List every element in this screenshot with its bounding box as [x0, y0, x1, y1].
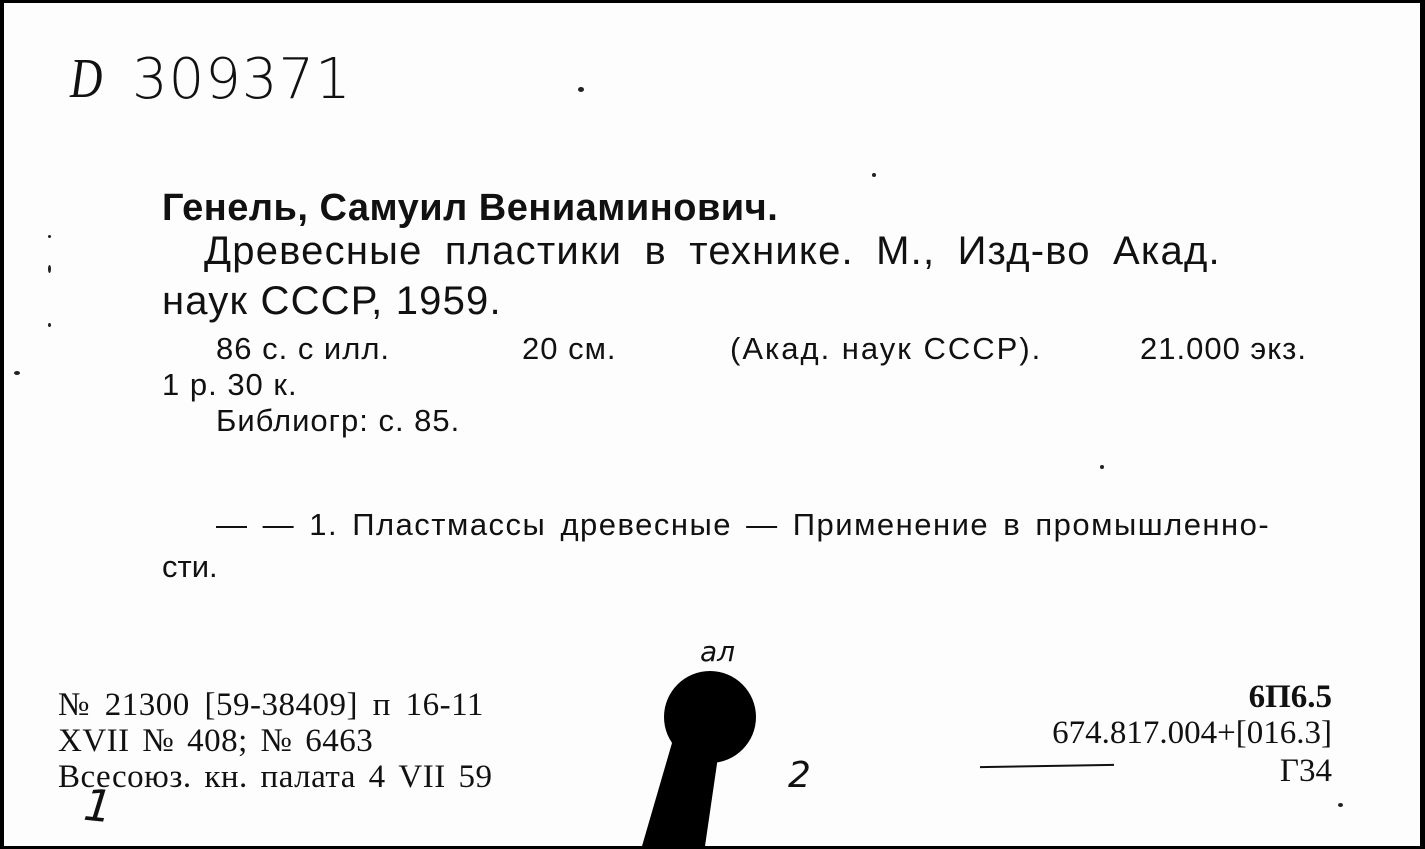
- description-copies: 21.000 экз.: [1140, 331, 1307, 366]
- description-pages: 86 с. с илл.: [216, 331, 391, 366]
- ink-speck: [578, 87, 584, 92]
- ink-speck: [48, 323, 51, 327]
- ink-speck: [14, 371, 20, 375]
- title-line-2: наук СССР, 1959.: [162, 279, 502, 323]
- punch-hole: [664, 671, 756, 763]
- description-price: 1 р. 30 к.: [162, 367, 298, 402]
- registration-line-2: XVII № 408; № 6463: [58, 723, 374, 759]
- registration-line-1: № 21300 [59-38409] п 16-11: [58, 687, 484, 723]
- description-series: (Акад. наук СССР).: [730, 331, 1043, 366]
- author-heading: Генель, Самуил Вениаминович.: [162, 187, 779, 229]
- handwritten-number: 2: [788, 755, 811, 796]
- classification-line-1: 6П6.5: [1248, 679, 1332, 715]
- subject-line-2: сти.: [162, 549, 218, 584]
- classification-line-3: Г34: [1279, 753, 1332, 789]
- subject-line-1: — — 1. Пластмассы древесные — Применение в промышленно-: [216, 507, 1271, 542]
- call-number: 309371: [132, 47, 352, 112]
- ink-speck: [48, 265, 51, 273]
- description-bibliography: Библиогр: с. 85.: [216, 403, 461, 438]
- call-mark: D: [70, 48, 103, 110]
- ink-speck: [48, 235, 51, 238]
- classification-underline: [980, 764, 1114, 768]
- description-size: 20 см.: [522, 331, 617, 366]
- handwritten-note-top: ал: [700, 635, 736, 668]
- registration-line-3: Всесоюз. кн. палата 4 VII 59: [58, 759, 493, 795]
- title-line-1: Древесные пластики в технике. М., Изд-во Акад.: [204, 229, 1221, 273]
- handwritten-corner-mark: 1: [81, 779, 115, 834]
- ink-speck: [872, 173, 876, 177]
- catalog-card: [4, 3, 1420, 846]
- ink-speck: [1338, 803, 1343, 807]
- ink-speck: [1100, 465, 1104, 469]
- classification-line-2: 674.817.004+[016.3]: [1052, 715, 1332, 751]
